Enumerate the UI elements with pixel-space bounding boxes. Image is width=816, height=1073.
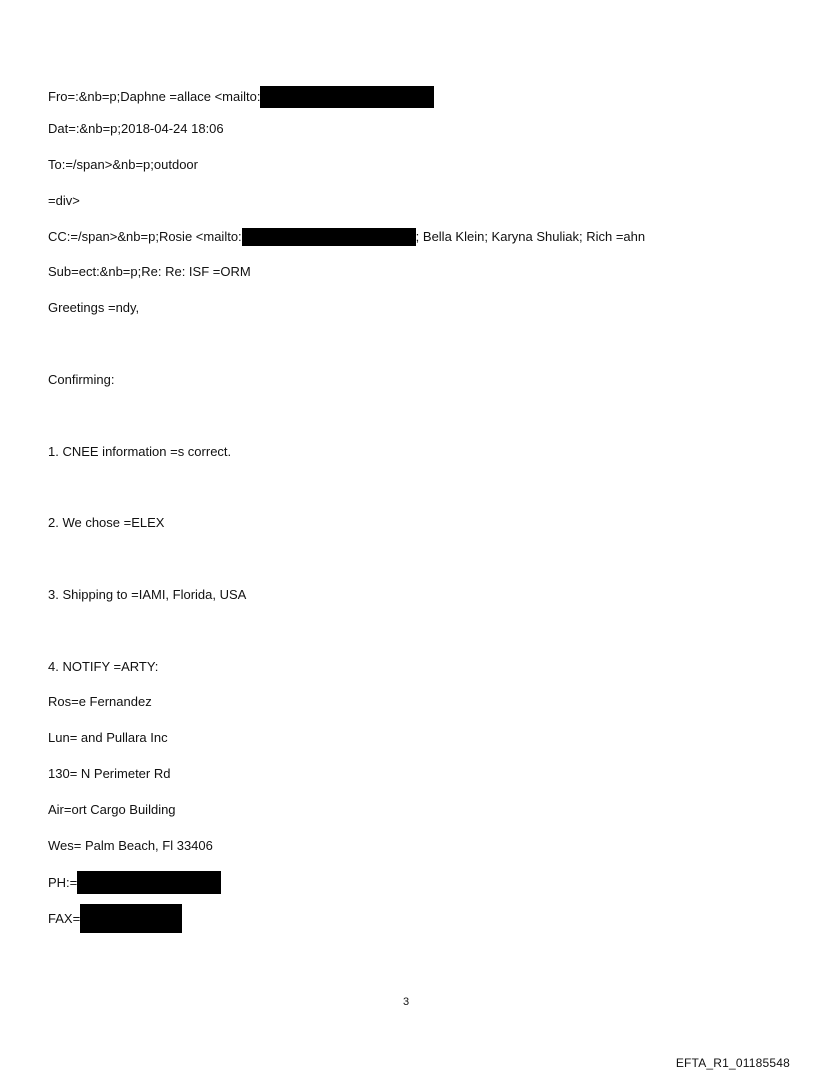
subject-line: Sub=ect:&nb=p;Re: Re: ISF =ORM <box>48 264 251 279</box>
page-number: 3 <box>403 996 410 1008</box>
confirming-line: Confirming: <box>48 372 115 387</box>
from-text: Fro=:&nb=p;Daphne =allace <mailto: <box>48 89 261 104</box>
redaction-box <box>80 904 182 933</box>
from-line <box>48 86 434 108</box>
phone-line <box>48 871 221 894</box>
item-4: 4. NOTIFY =ARTY: <box>48 659 159 674</box>
item-3: 3. Shipping to =IAMI, Florida, USA <box>48 587 247 602</box>
notify-company: Lun= and Pullara Inc <box>48 730 168 745</box>
div-line: =div> <box>48 193 80 208</box>
notify-city: Wes= Palm Beach, Fl 33406 <box>48 838 213 853</box>
to-line: To:=/span>&nb=p;outdoor <box>48 157 198 172</box>
cc-recipients: ; Bella Klein; Karyna Shuliak; Rich =ahn <box>415 229 646 244</box>
cc-line <box>48 228 645 246</box>
notify-building: Air=ort Cargo Building <box>48 802 176 817</box>
notify-name: Ros=e Fernandez <box>48 694 152 709</box>
redaction-box <box>242 228 416 246</box>
item-2: 2. We chose =ELEX <box>48 515 165 530</box>
bates-number: EFTA_R1_01185548 <box>675 1056 790 1070</box>
notify-street: 130= N Perimeter Rd <box>48 766 171 781</box>
fax-label: FAX= <box>48 910 81 926</box>
date-line: Dat=:&nb=p;2018-04-24 18:06 <box>48 121 224 136</box>
item-1: 1. CNEE information =s correct. <box>48 444 232 459</box>
redaction-box <box>77 871 221 894</box>
greeting-line: Greetings =ndy, <box>48 300 140 315</box>
redaction-box <box>260 86 434 108</box>
fax-line <box>48 904 182 933</box>
cc-text: CC:=/span>&nb=p;Rosie <mailto: <box>48 229 242 244</box>
phone-label: PH:= <box>48 874 78 890</box>
